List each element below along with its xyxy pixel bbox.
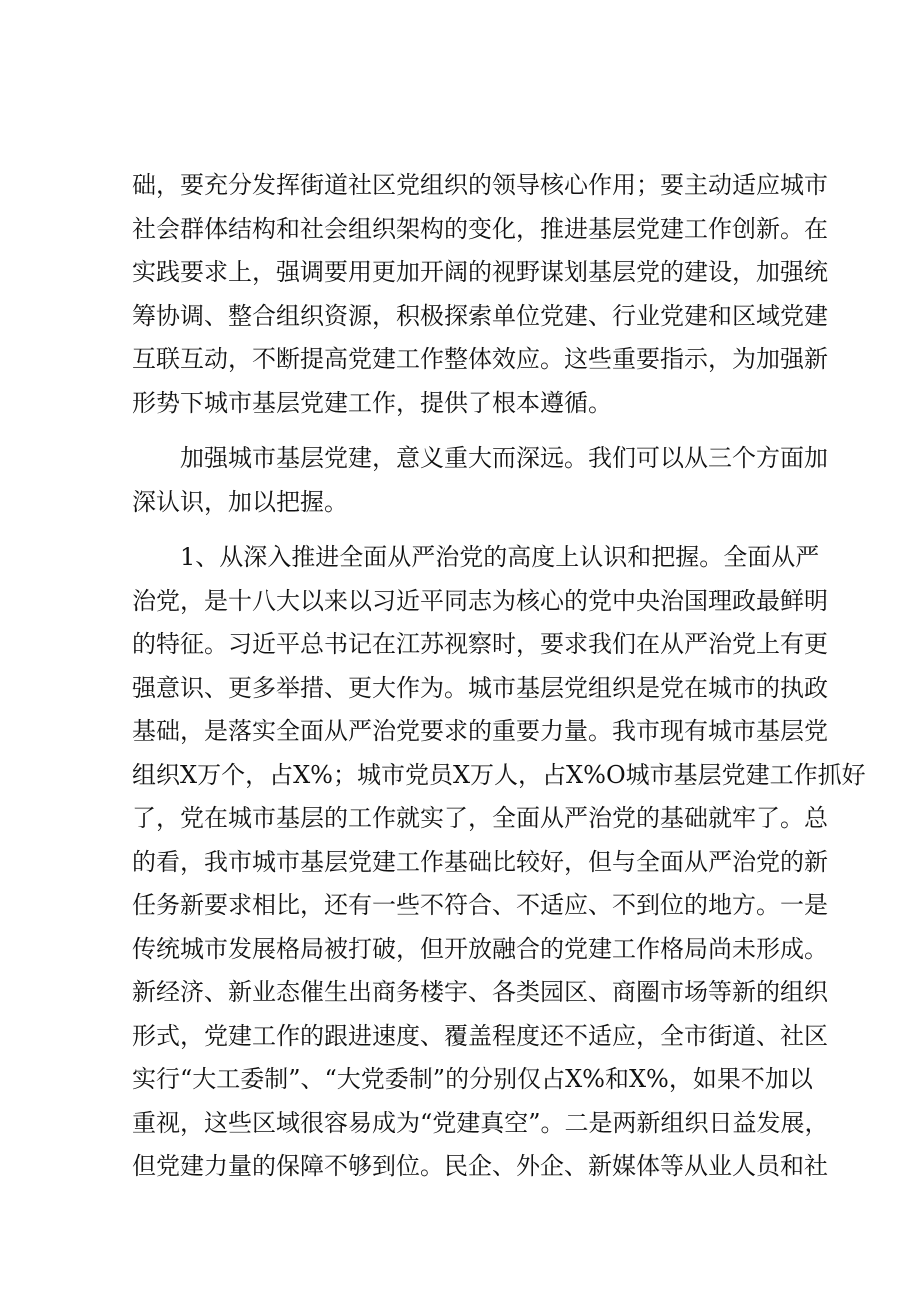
text-line: 互联互动，不断提高党建工作整体效应。这些重要指示，为加强新 [132, 345, 828, 373]
text-line: 深认识，加以把握。 [132, 487, 348, 516]
text-line: 组织X万个，占X%；城市党员X万人，占X%O城市基层党建工作抓好 [132, 760, 866, 789]
paragraph-1 [132, 164, 828, 425]
text-line: 加强城市基层党建，意义重大而深远。我们可以从三个方面加 [132, 444, 828, 472]
text-line: 形势下城市基层党建工作，提供了根本遵循。 [132, 388, 612, 417]
text-line: 基础，是落实全面从严治党要求的重要力量。我市现有城市基层党 [132, 717, 828, 745]
text-line: 任务新要求相比，还有一些不符合、不适应、不到位的地方。一是 [132, 891, 828, 919]
text-line: 治党，是十八大以来以习近平同志为核心的党中央治国理政最鲜明 [132, 586, 828, 615]
text-line: 实践要求上，强调要用更加开阔的视野谋划基层党的建设，加强统 [132, 258, 828, 286]
paragraph-spacer [132, 524, 812, 536]
text-line: 重视，这些区域很容易成为“党建真空”。二是两新组织日益发展， [132, 1108, 829, 1137]
text-line: 强意识、更多举措、更大作为。城市基层党组织是党在城市的执政 [132, 673, 828, 702]
text-line: 了，党在城市基层的工作就实了，全面从严治党的基础就牢了。总 [132, 804, 828, 832]
text-line: 形式，党建工作的跟进速度、覆盖程度还不适应，全市街道、社区 [132, 1021, 828, 1050]
text-line: 的特征。习近平总书记在江苏视察时，要求我们在从严治党上有更 [132, 630, 828, 658]
text-line: 的看，我市城市基层党建工作基础比较好，但与全面从严治党的新 [132, 847, 828, 876]
paragraph-2 [132, 437, 828, 524]
document-body [132, 164, 866, 1189]
text-line: 筹协调、整合组织资源，积极探索单位党建、行业党建和区域党建 [132, 301, 828, 330]
paragraph-spacer [132, 425, 812, 437]
text-line: 实行“大工委制”、“大党委制”的分别仅占X%和X%，如果不加以 [132, 1065, 813, 1093]
text-line: 新经济、新业态催生出商务楼宇、各类园区、商圈市场等新的组织 [132, 978, 828, 1006]
text-line: 1、从深入推进全面从严治党的高度上认识和把握。全面从严 [132, 543, 820, 571]
text-line: 础，要充分发挥街道社区党组织的领导核心作用；要主动适应城市 [132, 171, 828, 199]
paragraph-3 [132, 536, 866, 1189]
text-line: 但党建力量的保障不够到位。民企、外企、新媒体等从业人员和社 [132, 1152, 828, 1180]
text-line: 传统城市发展格局被打破，但开放融合的党建工作格局尚未形成。 [132, 934, 828, 963]
text-line: 社会群体结构和社会组织架构的变化，推进基层党建工作创新。在 [132, 214, 828, 243]
